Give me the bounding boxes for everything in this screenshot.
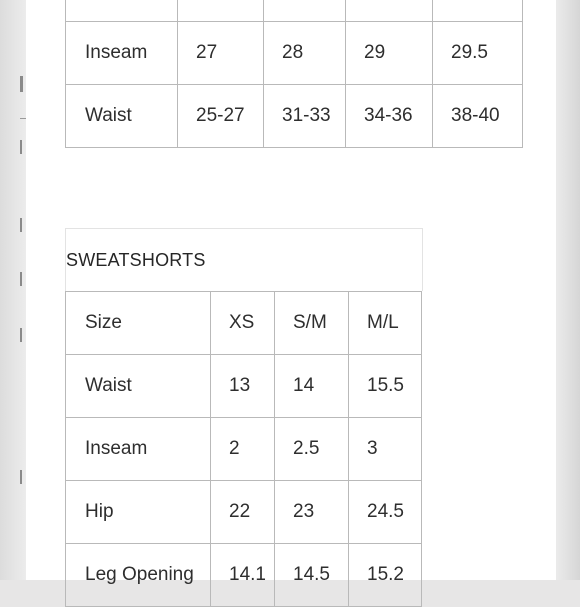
- table-cell: 14.1: [211, 544, 275, 607]
- table-cell: [264, 0, 346, 22]
- table-cell: 22: [211, 481, 275, 544]
- table-row: [66, 481, 422, 544]
- table-cell: 15.2: [349, 544, 422, 607]
- edge-mark: [20, 470, 22, 484]
- row-label: Leg Opening: [66, 544, 211, 607]
- edge-mark: [20, 76, 23, 92]
- table-header-row: [66, 292, 422, 355]
- table-cell: 31-33: [264, 85, 346, 148]
- table-cell: 23: [275, 481, 349, 544]
- table-row: [66, 22, 523, 85]
- table-row: [66, 85, 523, 148]
- edge-mark: [20, 272, 22, 286]
- table-cell: 27: [178, 22, 264, 85]
- table-cell: 3: [349, 418, 422, 481]
- column-header: Size: [66, 292, 211, 355]
- row-label: Inseam: [66, 22, 178, 85]
- table-cell: [178, 0, 264, 22]
- table-row: [66, 355, 422, 418]
- row-label: Waist: [66, 355, 211, 418]
- sweatshorts-size-chart: [65, 291, 422, 607]
- table-cell: 14: [275, 355, 349, 418]
- right-background-strip: [556, 0, 580, 580]
- row-label: Hip: [66, 481, 211, 544]
- table-cell: 29: [346, 22, 433, 85]
- table-cell: 29.5: [433, 22, 523, 85]
- table-cell: 14.5: [275, 544, 349, 607]
- table-row: [66, 0, 523, 22]
- table-cell: [346, 0, 433, 22]
- sweatshorts-title: SWEATSHORTS: [66, 250, 206, 270]
- column-header: S/M: [275, 292, 349, 355]
- table-cell: 38-40: [433, 85, 523, 148]
- table-cell: 2: [211, 418, 275, 481]
- table-cell: 2.5: [275, 418, 349, 481]
- edge-mark: [20, 218, 22, 232]
- table-row: [66, 544, 422, 607]
- row-label: Inseam: [66, 418, 211, 481]
- sweatshorts-title-box: [65, 228, 423, 291]
- table-cell: 28: [264, 22, 346, 85]
- edge-mark: [20, 140, 22, 154]
- column-header: XS: [211, 292, 275, 355]
- row-label: Waist: [66, 85, 178, 148]
- table-cell: 15.5: [349, 355, 422, 418]
- table-cell: 34-36: [346, 85, 433, 148]
- table-cell: [433, 0, 523, 22]
- edge-mark: [20, 328, 22, 342]
- table-cell: 13: [211, 355, 275, 418]
- column-header: M/L: [349, 292, 422, 355]
- table-cell: 24.5: [349, 481, 422, 544]
- table-cell: [66, 0, 178, 22]
- table-row: [66, 418, 422, 481]
- size-chart-top: [65, 0, 523, 148]
- table-cell: 25-27: [178, 85, 264, 148]
